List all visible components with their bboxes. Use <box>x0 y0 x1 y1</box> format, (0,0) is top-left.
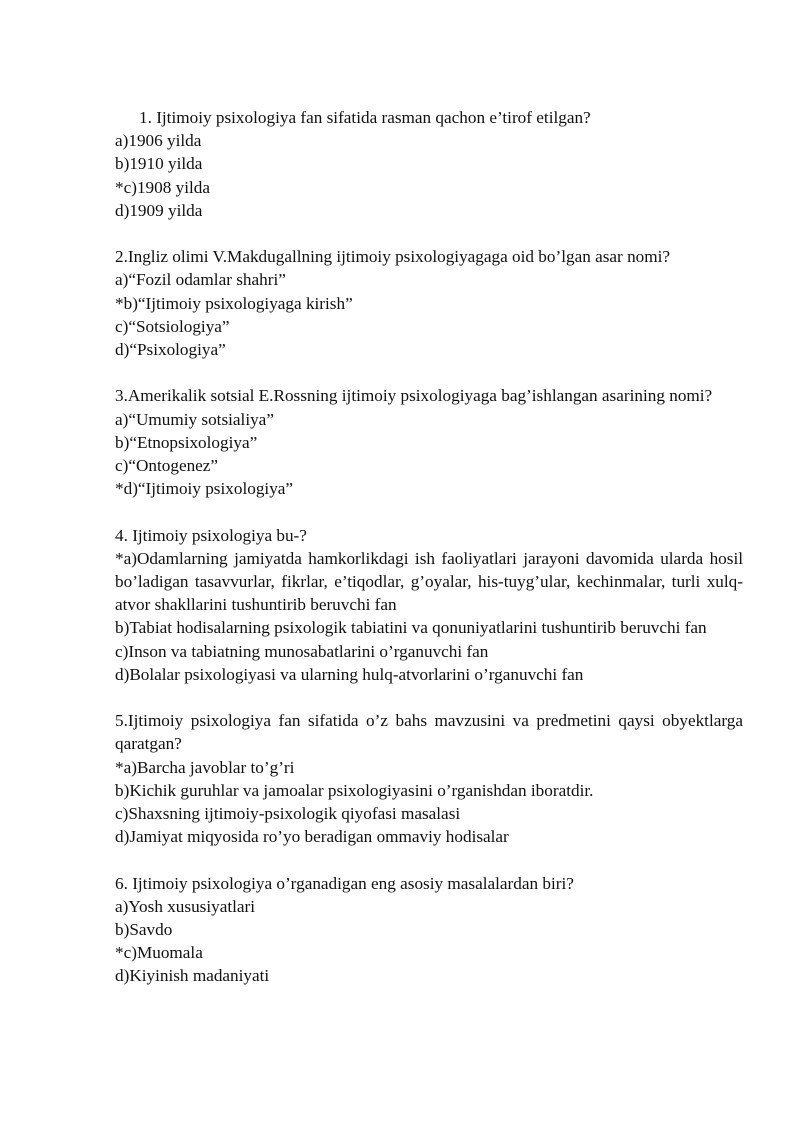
answer-option-d: d)Kiyinish madaniyati <box>115 966 270 986</box>
question-text: 3.Amerikalik sotsial E.Rossning ijtimoiy psixologiyaga bag’ishlangan asarining nomi? <box>115 386 713 406</box>
answer-option-b: b)Tabiat hodisalarning psixologik tabiatini va qonuniyatlarini tushuntirib beruvchi fan <box>115 618 707 638</box>
answer-option-b: b)Savdo <box>115 920 173 940</box>
answer-option-b: b)“Etnopsixologiya” <box>115 432 258 452</box>
answer-option-b: b)1910 yilda <box>115 154 203 174</box>
question-text: 5.Ijtimoiy psixologiya fan sifatida o’z bahs mavzusini va predmetini qaysi obyektlarga qaratgan? <box>115 711 743 754</box>
question-3 <box>115 384 743 500</box>
answer-option-c: c)Inson va tabiatning munosabatlarini o’rganuvchi fan <box>115 641 489 661</box>
answer-option-c: c)“Sotsiologiya” <box>115 316 230 336</box>
document-page <box>115 106 743 1011</box>
question-1 <box>115 106 743 222</box>
question-text: 4. Ijtimoiy psixologiya bu-? <box>115 525 307 545</box>
question-2 <box>115 245 743 361</box>
question-text: 1. Ijtimoiy psixologiya fan sifatida rasman qachon e’tirof etilgan? <box>139 108 591 127</box>
answer-option-b: *b)“Ijtimoiy psixologiyaga kirish” <box>115 293 353 313</box>
answer-option-d: d)“Psixologiya” <box>115 340 226 360</box>
question-6 <box>115 872 743 988</box>
answer-option-d: d)Jamiyat miqyosida ro’yo beradigan ommaviy hodisalar <box>115 827 509 847</box>
answer-option-c: c)Shaxsning ijtimoiy-psixologik qiyofasi masalasi <box>115 804 461 824</box>
answer-option-a: *a)Odamlarning jamiyatda hamkorlikdagi ish faoliyatlari jarayoni davomida ularda hosil bo’ladigan tasavvurlar, fikrlar, e’tiqodlar, g’oyalar, his-tuyg’ular, kechinmalar, turli xulq-atvor shakllarini tushuntirib beruvchi fan <box>115 548 743 615</box>
question-5 <box>115 709 743 848</box>
question-text: 2.Ingliz olimi V.Makdugallning ijtimoiy psixologiyagaga oid bo’lgan asar nomi? <box>115 247 671 267</box>
answer-option-a: a)1906 yilda <box>115 131 202 151</box>
answer-option-d: d)Bolalar psixologiyasi va ularning hulq-atvorlarini o’rganuvchi fan <box>115 664 584 684</box>
answer-option-b: b)Kichik guruhlar va jamoalar psixologiyasini o’rganishdan iboratdir. <box>115 780 594 800</box>
answer-option-c: *c)Muomala <box>115 943 203 963</box>
answer-option-a: *a)Barcha javoblar to’g’ri <box>115 757 295 777</box>
question-4 <box>115 524 743 686</box>
answer-option-a: a)“Umumiy sotsialiya” <box>115 409 274 429</box>
answer-option-d: *d)“Ijtimoiy psixologiya” <box>115 479 294 499</box>
answer-option-c: c)“Ontogenez” <box>115 456 219 476</box>
answer-option-a: a)“Fozil odamlar shahri” <box>115 270 286 290</box>
answer-option-a: a)Yosh xususiyatlari <box>115 896 256 916</box>
answer-option-d: d)1909 yilda <box>115 200 203 220</box>
question-text: 6. Ijtimoiy psixologiya o’rganadigan eng asosiy masalalardan biri? <box>115 873 574 893</box>
answer-option-c: *c)1908 yilda <box>115 177 210 197</box>
